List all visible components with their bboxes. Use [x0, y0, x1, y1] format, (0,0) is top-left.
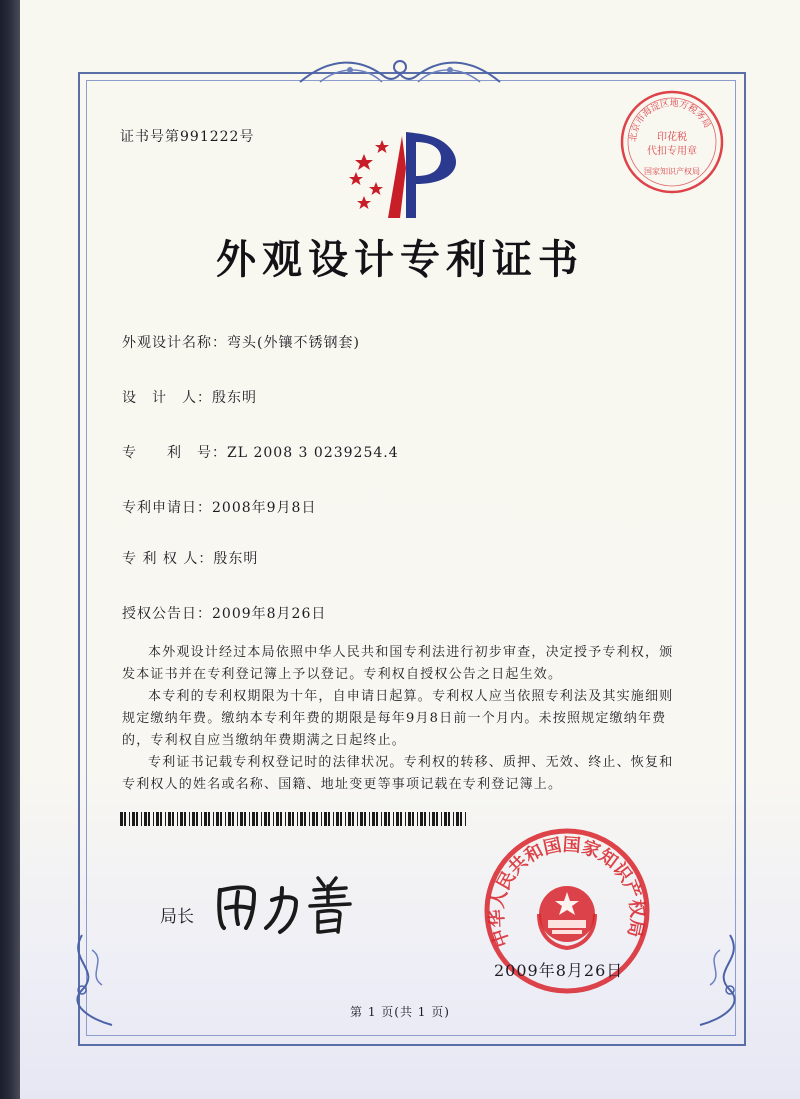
barcode-bar: [436, 812, 438, 826]
barcode-bar: [129, 812, 130, 826]
field-label: 授权公告日：: [122, 606, 212, 622]
barcode-bar: [345, 812, 346, 826]
page-number: 第 1 页(共 1 页): [350, 1005, 450, 1019]
barcode-bar: [357, 812, 358, 826]
body-paragraph: 专利证书记载专利权登记时的法律状况。专利权的转移、质押、无效、终止、恢复和专利权人的姓名或名称、国籍、地址变更等事项记载在专利登记簿上。: [122, 755, 674, 792]
field-designer: [122, 387, 257, 407]
barcode-bar: [225, 812, 226, 826]
barcode-bar: [424, 812, 426, 826]
barcode-bar: [268, 812, 270, 826]
tax-stamp: [618, 88, 726, 196]
field-patentee: [122, 548, 258, 568]
barcode-bar: [165, 812, 166, 826]
barcode-bar: [264, 812, 267, 826]
svg-text:北京市海淀区地方税务局: 北京市海淀区地方税务局: [628, 98, 712, 143]
barcode-bar: [216, 812, 219, 826]
barcode-bar: [417, 812, 418, 826]
barcode-bar: [309, 812, 310, 826]
field-grant-date: [122, 603, 326, 623]
barcode-bar: [228, 812, 231, 826]
barcode-bar: [237, 812, 238, 826]
barcode-bar: [297, 812, 298, 826]
barcode: [120, 812, 470, 826]
barcode-bar: [429, 812, 430, 826]
barcode-bar: [201, 812, 202, 826]
patent-office-logo: [344, 128, 464, 222]
barcode-bar: [189, 812, 190, 826]
barcode-bar: [196, 812, 198, 826]
barcode-bar: [393, 812, 394, 826]
barcode-bar: [276, 812, 279, 826]
barcode-bar: [292, 812, 294, 826]
barcode-bar: [324, 812, 327, 826]
body-paragraph: 本外观设计经过本局依照中华人民共和国专利法进行初步审查，决定授予专利权，颁发本证书并在专利登记簿上予以登记。专利权自授权公告之日起生效。: [122, 645, 674, 682]
barcode-bar: [213, 812, 214, 826]
field-label: 设 计 人：: [122, 390, 212, 406]
barcode-bar: [396, 812, 399, 826]
tax-stamp-bottom: 国家知识产权局: [644, 167, 700, 176]
svg-text:中华人民共和国国家知识产权局: 中华人民共和国国家知识产权局: [486, 834, 648, 950]
barcode-bar: [328, 812, 330, 826]
barcode-bar: [156, 812, 159, 826]
barcode-bar: [132, 812, 135, 826]
tax-stamp-line-2: 代扣专用章: [647, 146, 697, 157]
barcode-bar: [360, 812, 363, 826]
barcode-bar: [400, 812, 402, 826]
barcode-bar: [244, 812, 246, 826]
field-value: 2009年8月26日: [212, 606, 327, 622]
barcode-bar: [336, 812, 339, 826]
barcode-bar: [168, 812, 171, 826]
certificate-body: [122, 642, 682, 796]
barcode-bar: [321, 812, 322, 826]
barcode-bar: [252, 812, 255, 826]
field-value: 殷东明: [213, 551, 259, 567]
barcode-bar: [177, 812, 178, 826]
certificate-title: 外观设计专利证书: [216, 236, 584, 283]
barcode-bar: [444, 812, 447, 826]
signature-date: 2009年8月26日: [494, 961, 624, 980]
barcode-bar: [312, 812, 315, 826]
field-patent-number: [122, 442, 399, 462]
book-spine: [0, 0, 20, 1099]
barcode-bar: [148, 812, 150, 826]
barcode-bar: [285, 812, 286, 826]
barcode-bar: [465, 812, 466, 826]
field-label: 外观设计名称：: [122, 335, 227, 351]
barcode-bar: [273, 812, 274, 826]
barcode-bar: [456, 812, 459, 826]
barcode-bar: [352, 812, 354, 826]
barcode-bar: [432, 812, 435, 826]
barcode-bar: [120, 812, 123, 826]
barcode-bar: [124, 812, 126, 826]
field-label: 专 利 号：: [122, 445, 227, 461]
barcode-bar: [333, 812, 334, 826]
field-value: 殷东明: [212, 390, 257, 406]
barcode-bar: [304, 812, 306, 826]
barcode-bar: [340, 812, 342, 826]
barcode-bar: [453, 812, 454, 826]
field-design-name: [122, 332, 360, 352]
field-label: 专利申请日：: [122, 500, 212, 516]
barcode-bar: [261, 812, 262, 826]
barcode-bar: [232, 812, 234, 826]
barcode-bar: [372, 812, 375, 826]
barcode-bar: [141, 812, 142, 826]
barcode-bar: [249, 812, 250, 826]
barcode-bar: [160, 812, 162, 826]
barcode-bar: [204, 812, 207, 826]
top-ornament: [290, 52, 510, 92]
barcode-bar: [288, 812, 291, 826]
barcode-bar: [240, 812, 243, 826]
barcode-bar: [280, 812, 282, 826]
barcode-bar: [208, 812, 210, 826]
barcode-bar: [192, 812, 195, 826]
barcode-bar: [348, 812, 351, 826]
barcode-bar: [172, 812, 174, 826]
barcode-bar: [460, 812, 462, 826]
barcode-bar: [180, 812, 183, 826]
barcode-bar: [144, 812, 147, 826]
barcode-bar: [316, 812, 318, 826]
barcode-bar: [300, 812, 303, 826]
barcode-bar: [364, 812, 366, 826]
barcode-bar: [376, 812, 378, 826]
barcode-bar: [408, 812, 411, 826]
barcode-bar: [388, 812, 390, 826]
barcode-bar: [381, 812, 382, 826]
barcode-bar: [405, 812, 406, 826]
barcode-bar: [153, 812, 154, 826]
field-value: 2008年9月8日: [212, 500, 317, 516]
field-application-date: [122, 497, 316, 517]
barcode-bar: [384, 812, 387, 826]
barcode-bar: [220, 812, 222, 826]
barcode-bar: [448, 812, 450, 826]
barcode-bar: [441, 812, 442, 826]
barcode-bar: [184, 812, 186, 826]
body-paragraph: 本专利的专利权期限为十年，自申请日起算。专利权人应当依照专利法及其实施细则规定缴纳年费。缴纳本专利年费的期限是每年9月8日前一个月内。未按照规定缴纳年费的，专利权自应当缴纳年费期满之日起终止。: [122, 689, 674, 748]
barcode-bar: [420, 812, 423, 826]
barcode-bar: [136, 812, 138, 826]
field-value: ZL 2008 3 0239254.4: [227, 445, 399, 461]
barcode-bar: [256, 812, 258, 826]
barcode-bar: [369, 812, 370, 826]
director-signature: [210, 870, 370, 940]
field-label: 专 利 权 人：: [122, 551, 214, 567]
director-label: 局长: [160, 907, 194, 927]
tax-stamp-line-1: 印花税: [657, 132, 687, 143]
certificate-number: 证书号第991222号: [120, 129, 255, 145]
field-value: 弯头(外镶不锈钢套): [227, 335, 360, 351]
barcode-bar: [412, 812, 414, 826]
